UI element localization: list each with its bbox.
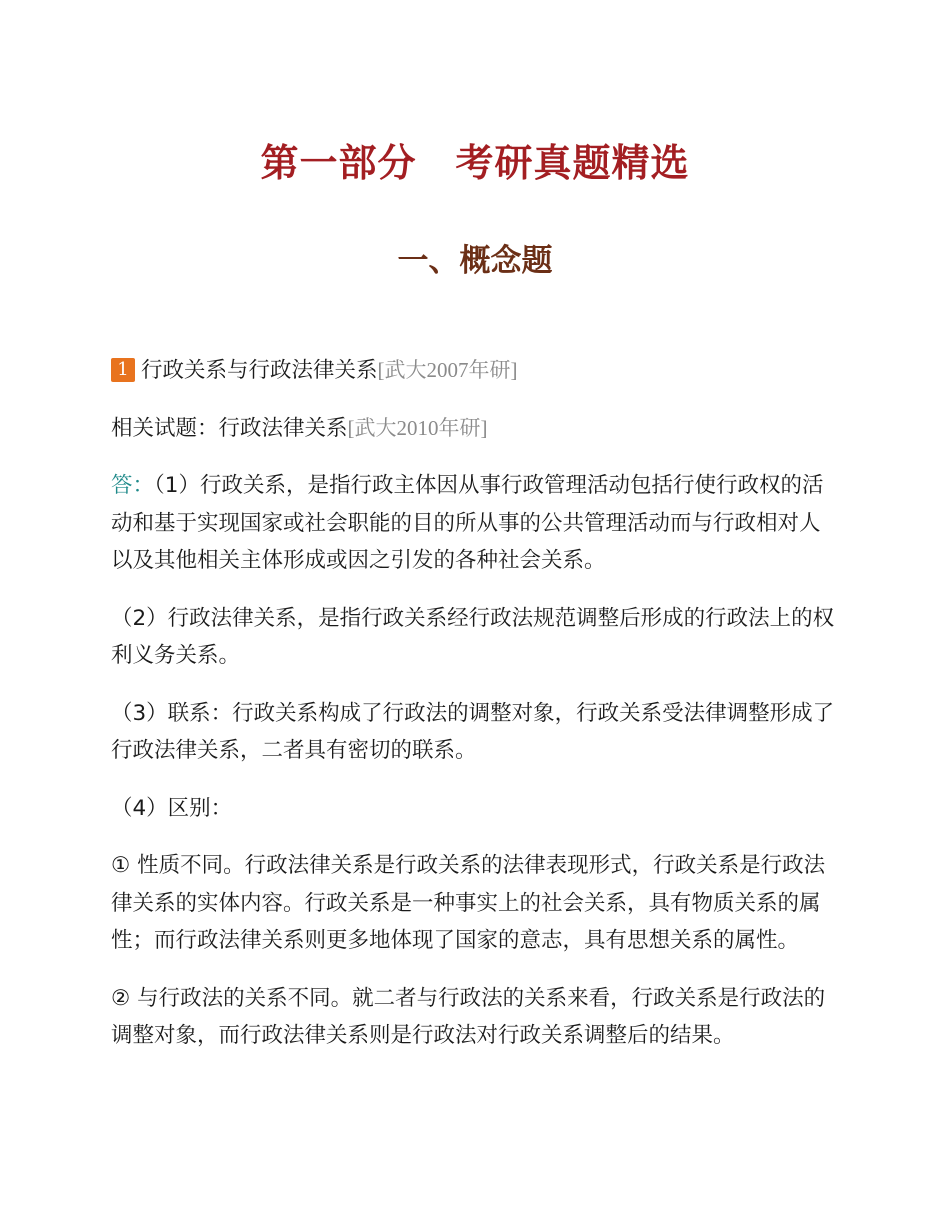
answer-point-2: （2）行政法律关系，是指行政关系经行政法规范调整后形成的行政法上的权利义务关系。 [111,605,835,668]
answer-point-1 [111,467,841,580]
content-body [111,352,841,1075]
related-question-text: 相关试题：行政法律关系 [111,415,348,441]
question-line [111,352,841,390]
section-title: 一、概念题 [397,243,553,279]
question-text: 行政关系与行政法律关系 [141,358,378,383]
question-number-badge: 1 [111,358,135,382]
answer-point-4: （4）区别： [111,795,233,821]
related-question-line [111,410,841,448]
answer-point-5: ① 性质不同。行政法律关系是行政关系的法律表现形式，行政关系是行政法律关系的实体内容。行政关系是一种事实上的社会关系，具有物质关系的属性；而行政法律关系则更多地体现了国家的意志，具有思想关系的属性。 [111,853,826,953]
answer-point-3: （3）联系：行政关系构成了行政法的调整对象，行政关系受法律调整形成了行政法律关系，二者具有密切的联系。 [111,700,835,763]
part-title: 第一部分 考研真题精选 [260,141,690,185]
answer-point-1-text: （1）行政关系，是指行政主体因从事行政管理活动包括行使行政权的活动和基于实现国家或社会职能的目的所从事的公共管理活动而与行政相对人以及其他相关主体形成或因之引发的各种社会关系。 [111,473,824,573]
related-question-source: [武大2010年研] [347,415,488,440]
question-source: [武大2007年研] [377,358,518,382]
answer-point-6: ② 与行政法的关系不同。就二者与行政法的关系来看，行政关系是行政法的调整对象，而行政法律关系则是行政法对行政关系调整后的结果。 [111,985,826,1048]
answer-label: 答： [111,473,155,498]
